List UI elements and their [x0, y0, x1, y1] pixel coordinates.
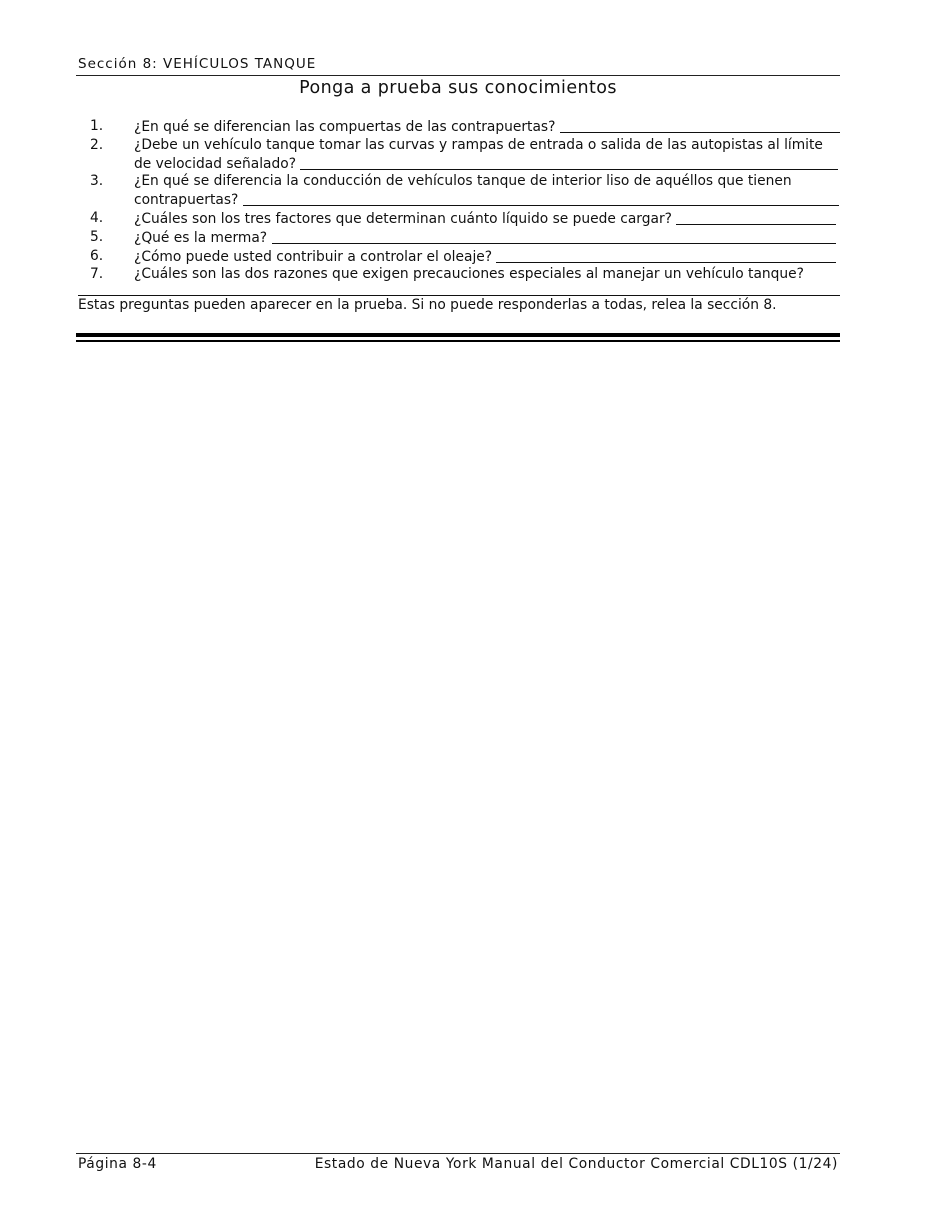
question-number: 2.	[90, 136, 104, 153]
question-number: 7.	[90, 266, 104, 283]
answer-line	[560, 118, 840, 133]
answer-line	[676, 210, 836, 225]
question-item	[76, 118, 840, 137]
question-text: ¿Debe un vehículo tanque tomar las curvas y rampas de entrada o salida de las autopistas al límite	[134, 136, 823, 153]
instruction-note: Estas preguntas pueden aparecer en la prueba. Si no puede responderlas a todas, relea la sección 8.	[78, 297, 777, 313]
question-item	[76, 229, 840, 248]
answer-line	[243, 191, 839, 206]
question-item	[76, 137, 840, 174]
double-rule-thin	[76, 340, 840, 342]
question-number: 5.	[90, 228, 104, 245]
question-text-continued: contrapuertas?	[134, 192, 239, 209]
question-text: ¿Qué es la merma?	[134, 229, 268, 246]
section-header: Sección 8: VEHÍCULOS TANQUE	[78, 56, 317, 72]
question-text: ¿Cuáles son las dos razones que exigen precauciones especiales al manejar un vehículo tanque?	[134, 266, 804, 283]
answer-line	[78, 295, 840, 296]
footer-rule	[76, 1153, 840, 1154]
question-item	[76, 266, 840, 284]
question-text-continued: de velocidad señalado?	[134, 155, 297, 172]
question-text: ¿En qué se diferencian las compuertas de las contrapuertas?	[134, 119, 556, 135]
answer-line	[272, 229, 836, 244]
question-number: 6.	[90, 247, 104, 264]
answer-line	[300, 155, 838, 170]
page-number: Página 8-4	[78, 1156, 157, 1172]
question-item	[76, 210, 840, 229]
double-rule-thick	[76, 333, 840, 337]
question-text: ¿Cómo puede usted contribuir a controlar el oleaje?	[134, 248, 493, 265]
publication-title: Estado de Nueva York Manual del Conductor Comercial CDL10S (1/24)	[314, 1156, 838, 1172]
page-title: Ponga a prueba sus conocimientos	[299, 78, 617, 98]
question-text: ¿Cuáles son los tres factores que determinan cuánto líquido se puede cargar?	[134, 210, 672, 227]
answer-line	[496, 248, 836, 263]
question-item	[76, 173, 840, 210]
question-text: ¿En qué se diferencia la conducción de vehículos tanque de interior liso de aquéllos que tienen	[134, 173, 792, 190]
question-number: 1.	[90, 118, 104, 134]
question-item	[76, 248, 840, 267]
question-list	[76, 118, 840, 284]
question-number: 3.	[90, 173, 104, 190]
question-number: 4.	[90, 209, 104, 226]
header-rule	[76, 75, 840, 76]
